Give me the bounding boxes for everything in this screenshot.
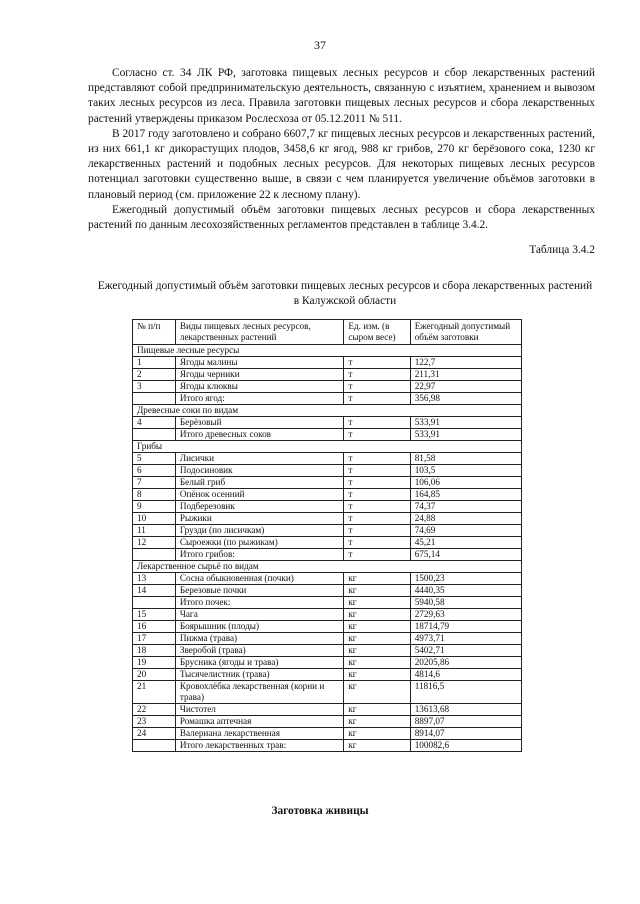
cell-number	[133, 429, 176, 441]
cell-unit: кг	[344, 669, 410, 681]
table-row	[133, 453, 522, 465]
cell-number: 7	[133, 477, 176, 489]
cell-volume: 103,5	[410, 465, 521, 477]
cell-unit: т	[344, 393, 410, 405]
cell-unit: кг	[344, 681, 410, 704]
column-header-number: № п/п	[133, 320, 176, 345]
cell-number: 5	[133, 453, 176, 465]
cell-unit: кг	[344, 609, 410, 621]
table-row	[133, 381, 522, 393]
cell-resource: Чистотел	[175, 704, 343, 716]
group-label: Древесные соки по видам	[133, 405, 522, 417]
cell-number: 2	[133, 369, 176, 381]
cell-number: 23	[133, 716, 176, 728]
cell-unit: кг	[344, 585, 410, 597]
table-row	[133, 501, 522, 513]
cell-volume: 106,06	[410, 477, 521, 489]
cell-unit: кг	[344, 657, 410, 669]
cell-number: 21	[133, 681, 176, 704]
cell-unit: т	[344, 429, 410, 441]
cell-resource: Ягоды клюквы	[175, 381, 343, 393]
cell-resource: Валериана лекарственная	[175, 728, 343, 740]
cell-number: 17	[133, 633, 176, 645]
cell-volume: 74,69	[410, 525, 521, 537]
table-row	[133, 716, 522, 728]
cell-volume: 4973,71	[410, 633, 521, 645]
cell-number: 11	[133, 525, 176, 537]
cell-resource: Итого лекарственных трав:	[175, 740, 343, 752]
cell-unit: т	[344, 465, 410, 477]
column-header-unit: Ед. изм. (в сыром весе)	[344, 320, 410, 345]
cell-unit: кг	[344, 728, 410, 740]
cell-unit: кг	[344, 597, 410, 609]
cell-volume: 675,14	[410, 549, 521, 561]
cell-volume: 74,37	[410, 501, 521, 513]
table-row	[133, 489, 522, 501]
cell-number: 20	[133, 669, 176, 681]
table-group-row	[133, 345, 522, 357]
cell-number	[133, 740, 176, 752]
cell-resource: Подосиновик	[175, 465, 343, 477]
cell-volume: 4440,35	[410, 585, 521, 597]
cell-resource: Итого почек:	[175, 597, 343, 609]
table-row	[133, 477, 522, 489]
cell-unit: т	[344, 501, 410, 513]
section-heading: Заготовка живицы	[271, 805, 369, 817]
cell-unit: кг	[344, 716, 410, 728]
cell-unit: т	[344, 357, 410, 369]
cell-resource: Белый гриб	[175, 477, 343, 489]
table-row	[133, 513, 522, 525]
cell-number: 14	[133, 585, 176, 597]
cell-resource: Кровохлёбка лекарственная (корни и трава)	[175, 681, 343, 704]
table-row	[133, 728, 522, 740]
cell-unit: т	[344, 525, 410, 537]
table-group-row	[133, 561, 522, 573]
cell-unit: кг	[344, 740, 410, 752]
cell-unit: т	[344, 453, 410, 465]
cell-unit: т	[344, 549, 410, 561]
cell-resource: Берёзовый	[175, 417, 343, 429]
cell-unit: т	[344, 537, 410, 549]
page-number: 37	[314, 38, 326, 52]
cell-resource: Чага	[175, 609, 343, 621]
table-row	[133, 393, 522, 405]
cell-unit: т	[344, 477, 410, 489]
table-row	[133, 357, 522, 369]
cell-resource: Ягоды черники	[175, 369, 343, 381]
cell-volume: 211,31	[410, 369, 521, 381]
table-row	[133, 369, 522, 381]
cell-volume: 11816,5	[410, 681, 521, 704]
table-row	[133, 681, 522, 704]
cell-resource: Ягоды малины	[175, 357, 343, 369]
body-text	[88, 66, 595, 233]
cell-volume: 18714,79	[410, 621, 521, 633]
cell-volume: 22,97	[410, 381, 521, 393]
table-group-row	[133, 441, 522, 453]
cell-number: 3	[133, 381, 176, 393]
cell-volume: 533,91	[410, 417, 521, 429]
table-row	[133, 417, 522, 429]
cell-resource: Боярышник (плоды)	[175, 621, 343, 633]
group-label: Пищевые лесные ресурсы	[133, 345, 522, 357]
table-row	[133, 621, 522, 633]
cell-number: 10	[133, 513, 176, 525]
cell-volume: 4814,6	[410, 669, 521, 681]
cell-volume: 2729,63	[410, 609, 521, 621]
table-header-row	[133, 320, 522, 345]
resource-table	[132, 319, 522, 752]
cell-volume: 13613,68	[410, 704, 521, 716]
cell-volume: 5940,58	[410, 597, 521, 609]
cell-unit: т	[344, 369, 410, 381]
cell-number: 12	[133, 537, 176, 549]
cell-resource: Тысячелистник (трава)	[175, 669, 343, 681]
cell-volume: 20205,86	[410, 657, 521, 669]
table-row	[133, 525, 522, 537]
paragraph: В 2017 году заготовлено и собрано 6607,7 кг пищевых лесных ресурсов и лекарственных растений, из них 661,1 кг дикорастущих плодов, 3458,6 кг ягод, 988 кг грибов, 270 кг берёзового сока, 1230 кг лекарственных растений и подобных лесных ресурсов. Для некоторых пищевых лесных ресурсов потенциал заготовки существенно выше, в связи с чем планируется увеличение объёмов заготовки в плановый период (см. приложение 22 к лесному плану).	[88, 127, 595, 201]
cell-number	[133, 549, 176, 561]
table-row	[133, 609, 522, 621]
cell-number: 9	[133, 501, 176, 513]
cell-volume: 100082,6	[410, 740, 521, 752]
table-row	[133, 704, 522, 716]
cell-resource: Подберезовик	[175, 501, 343, 513]
cell-resource: Зверобой (трава)	[175, 645, 343, 657]
table-group-row	[133, 405, 522, 417]
table-row	[133, 633, 522, 645]
cell-volume: 8897,07	[410, 716, 521, 728]
cell-resource: Березовые почки	[175, 585, 343, 597]
cell-unit: кг	[344, 621, 410, 633]
table-number: Таблица 3.4.2	[529, 244, 595, 256]
table-row	[133, 537, 522, 549]
cell-number: 15	[133, 609, 176, 621]
table-row	[133, 573, 522, 585]
column-header-resource: Виды пищевых лесных ресурсов, лекарственных растений	[175, 320, 343, 345]
table-row	[133, 549, 522, 561]
cell-unit: кг	[344, 704, 410, 716]
cell-volume: 45,21	[410, 537, 521, 549]
cell-unit: т	[344, 513, 410, 525]
cell-number: 6	[133, 465, 176, 477]
table-row	[133, 597, 522, 609]
cell-volume: 8914,07	[410, 728, 521, 740]
table-row	[133, 657, 522, 669]
cell-number	[133, 597, 176, 609]
cell-unit: кг	[344, 573, 410, 585]
table-row	[133, 740, 522, 752]
cell-resource: Сыроежки (по рыжикам)	[175, 537, 343, 549]
cell-unit: кг	[344, 645, 410, 657]
table-row	[133, 585, 522, 597]
cell-resource: Итого древесных соков	[175, 429, 343, 441]
cell-resource: Рыжики	[175, 513, 343, 525]
cell-number: 18	[133, 645, 176, 657]
table-row	[133, 669, 522, 681]
table-caption: Ежегодный допустимый объём заготовки пищевых лесных ресурсов и сбора лекарственных растений в Калужской области	[97, 280, 593, 307]
cell-unit: т	[344, 381, 410, 393]
cell-unit: т	[344, 417, 410, 429]
cell-resource: Грузди (по лисичкам)	[175, 525, 343, 537]
cell-number: 24	[133, 728, 176, 740]
cell-number: 4	[133, 417, 176, 429]
cell-number: 22	[133, 704, 176, 716]
table-row	[133, 465, 522, 477]
table-row	[133, 429, 522, 441]
cell-resource: Лисички	[175, 453, 343, 465]
cell-volume: 24,88	[410, 513, 521, 525]
table-row	[133, 645, 522, 657]
cell-resource: Брусника (ягоды и трава)	[175, 657, 343, 669]
cell-number: 16	[133, 621, 176, 633]
cell-resource: Ромашка аптечная	[175, 716, 343, 728]
cell-volume: 5402,71	[410, 645, 521, 657]
cell-volume: 356,98	[410, 393, 521, 405]
cell-resource: Итого грибов:	[175, 549, 343, 561]
paragraph: Согласно ст. 34 ЛК РФ, заготовка пищевых лесных ресурсов и сбор лекарственных растений представляют собой предпринимательскую деятельность, связанную с изъятием, хранением и вывозом таких лесных ресурсов из леса. Правила заготовки пищевых лесных ресурсов и сбора лекарственных растений утверждены приказом Рослесхоза от 05.12.2011 № 511.	[88, 67, 595, 125]
cell-resource: Пижма (трава)	[175, 633, 343, 645]
table-body	[133, 345, 522, 752]
cell-volume: 1500,23	[410, 573, 521, 585]
cell-resource: Итого ягод:	[175, 393, 343, 405]
cell-unit: кг	[344, 633, 410, 645]
cell-volume: 164,85	[410, 489, 521, 501]
table-header	[133, 320, 522, 345]
cell-number: 1	[133, 357, 176, 369]
cell-resource: Опёнок осенний	[175, 489, 343, 501]
column-header-volume: Ежегодный допустимый объём заготовки	[410, 320, 521, 345]
cell-number: 8	[133, 489, 176, 501]
paragraph: Ежегодный допустимый объём заготовки пищевых лесных ресурсов и сбора лекарственных растений по данным лесохозяйственных регламентов представлен в таблице 3.4.2.	[88, 203, 595, 232]
cell-volume: 81,58	[410, 453, 521, 465]
cell-number: 13	[133, 573, 176, 585]
group-label: Грибы	[133, 441, 522, 453]
group-label: Лекарственное сырьё по видам	[133, 561, 522, 573]
cell-volume: 122,7	[410, 357, 521, 369]
cell-number: 19	[133, 657, 176, 669]
cell-unit: т	[344, 489, 410, 501]
cell-resource: Сосна обыкновенная (почки)	[175, 573, 343, 585]
cell-volume: 533,91	[410, 429, 521, 441]
cell-number	[133, 393, 176, 405]
